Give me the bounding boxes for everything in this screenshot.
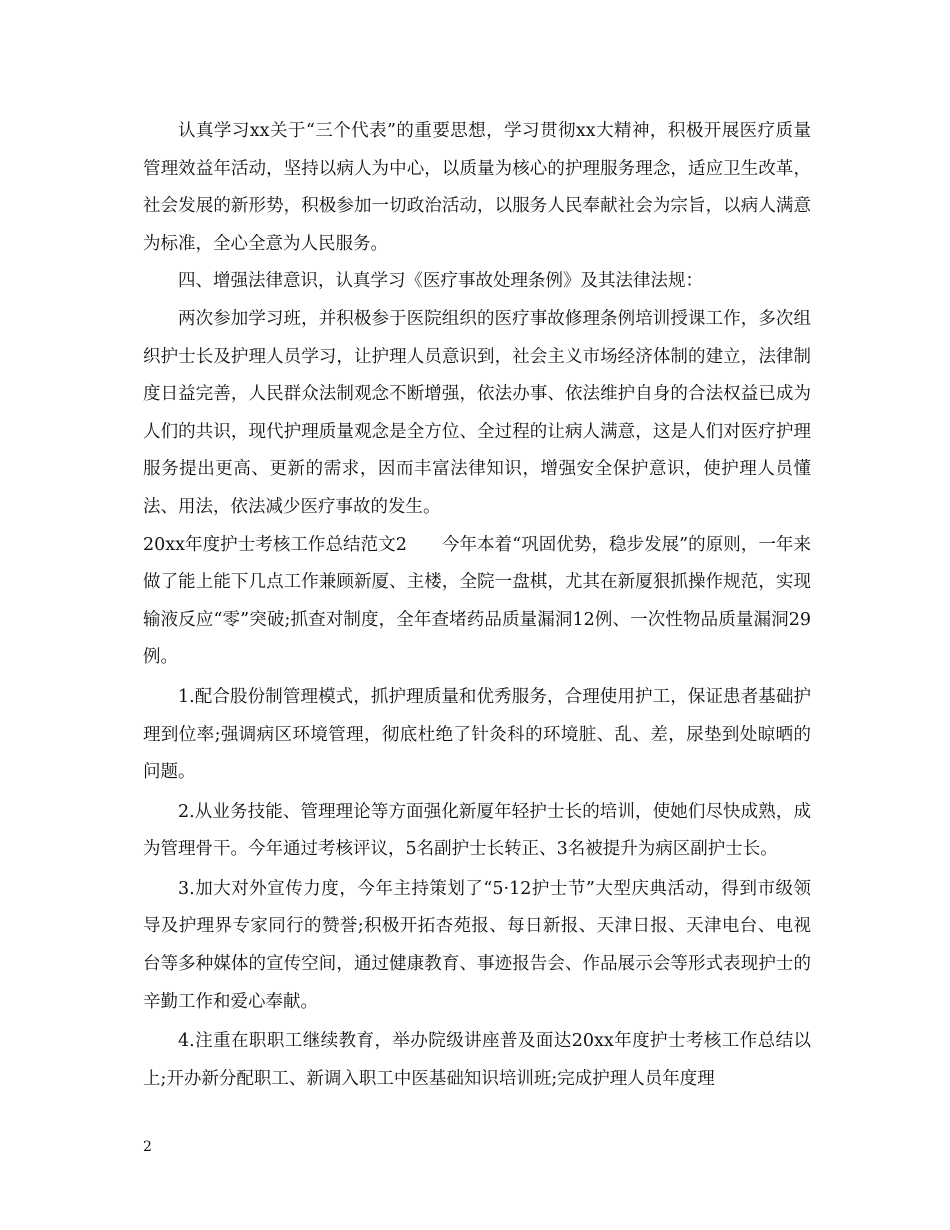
- paragraph-three-represents: 认真学习xx关于“三个代表”的重要思想，学习贯彻xx大精神，积极开展医疗质量管理效益年活动，坚持以病人为中心，以质量为核心的护理服务理念，适应卫生改革，社会发展的新形势，积极参加一切政治活动，以服务人民奉献社会为宗旨，以病人满意为标准，全心全意为人民服务。: [143, 121, 811, 254]
- list-item-3: 3.加大对外宣传力度，今年主持策划了“5·12护士节”大型庆典活动，得到市级领导及护理界专家同行的赞誉;积极开拓杏苑报、每日新报、天津日报、天津电台、电视台等多种媒体的宣传空间，通过健康教育、事迹报告会、作品展示会等形式表现护士的辛勤工作和爱心奉献。: [143, 878, 811, 1012]
- section-heading-legal-awareness: 四、增强法律意识，认真学习《医疗事故处理条例》及其法律法规：: [178, 271, 703, 292]
- document-body: [143, 113, 811, 1098]
- list-item-2: 2.从业务技能、管理理论等方面强化新厦年轻护士长的培训，使她们尽快成熟，成为管理骨干。今年通过考核评议，5名副护士长转正、3名被提升为病区副护士长。: [143, 801, 811, 860]
- paragraph-summary-title: 20xx年度护士考核工作总结范文2 今年本着“巩固优势，稳步发展”的原则，一年来做了能上能下几点工作兼顾新厦、主楼，全院一盘棋，尤其在新厦狠抓操作规范，实现输液反应“零”突破;抓查对制度，全年查堵药品质量漏洞12例、一次性物品质量漏洞29例。: [143, 534, 811, 668]
- paragraph-legal-training: 两次参加学习班，并积极参于医院组织的医疗事故修理条例培训授课工作，多次组织护士长及护理人员学习，让护理人员意识到，社会主义市场经济体制的建立，法律制度日益完善，人民群众法制观念不断增强，依法办事、依法维护自身的合法权益已成为人们的共识，现代护理质量观念是全方位、全过程的让病人满意，这是人们对医疗护理服务提出更高、更新的需求，因而丰富法律知识，增强安全保护意识，使护理人员懂法、用法，依法减少医疗事故的发生。: [143, 308, 811, 517]
- list-item-4: 4.注重在职职工继续教育，举办院级讲座普及面达20xx年度护士考核工作总结以上;开办新分配职工、新调入职工中医基础知识培训班;完成护理人员年度理: [143, 1031, 811, 1089]
- list-item-1: 1.配合股份制管理模式，抓护理质量和优秀服务，合理使用护工，保证患者基础护理到位率;强调病区环境管理，彻底杜绝了针灸科的环境脏、乱、差，尿垫到处晾晒的问题。: [143, 686, 811, 783]
- page-number: 2: [143, 1139, 152, 1155]
